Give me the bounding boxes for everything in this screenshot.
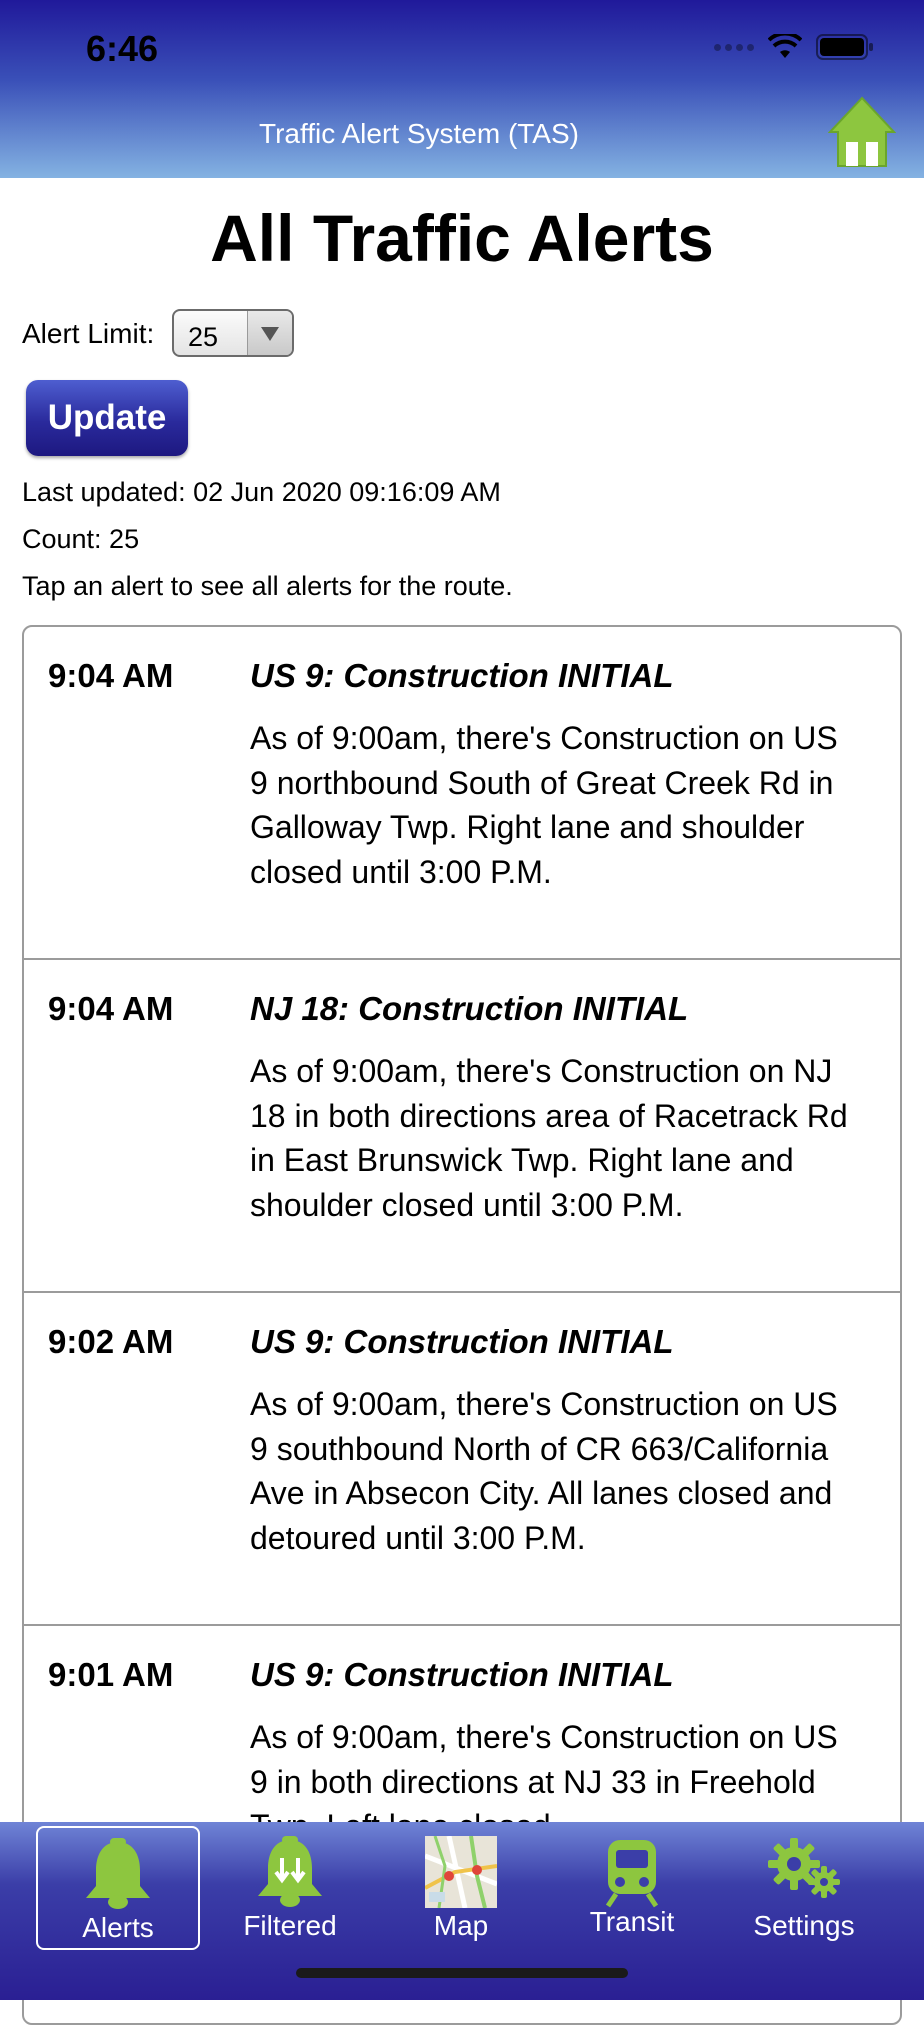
alert-item[interactable] bbox=[24, 627, 900, 960]
tab-filtered[interactable] bbox=[208, 1826, 372, 1950]
cellular-signal-icon bbox=[714, 44, 754, 51]
battery-icon bbox=[816, 34, 874, 60]
alert-description: As of 9:00am, there's Construction on US 9 in both directions at NJ 33 in Freehold bbox=[250, 1719, 838, 1800]
train-icon bbox=[602, 1836, 662, 1908]
alert-description: As of 9:00am, there's Construction on US 9 northbound South of Great Creek Rd in Galloway Twp. Right lane and shoulder closed until 3:00 P.M. bbox=[250, 720, 838, 890]
status-time: 6:46 bbox=[86, 28, 159, 69]
status-icons bbox=[714, 34, 874, 60]
tab-label: Settings bbox=[753, 1910, 855, 1941]
alert-time: 9:04 AM bbox=[48, 990, 174, 1027]
alert-limit-label: Alert Limit: bbox=[22, 318, 155, 349]
tab-label: Filtered bbox=[243, 1910, 337, 1941]
alerts-list bbox=[22, 625, 902, 2025]
alert-limit-select[interactable] bbox=[172, 309, 294, 357]
alert-description: As of 9:00am, there's Construction on US 9 southbound North of CR 663/California Ave in Absecon City. All lanes closed and detoured until 3:00 P.M. bbox=[250, 1386, 838, 1556]
home-indicator bbox=[296, 1968, 628, 1978]
alert-description: As of 9:00am, there's Construction on NJ 18 in both directions area of Racetrack Rd in East Brunswick Twp. Right lane and shoulder closed until 3:00 P.M. bbox=[250, 1053, 848, 1223]
app-header bbox=[0, 0, 924, 178]
alert-title: US 9: Construction INITIAL bbox=[250, 1656, 674, 1693]
tab-label: Transit bbox=[589, 1906, 675, 1937]
tab-alerts[interactable] bbox=[36, 1826, 200, 1950]
update-button[interactable]: Update bbox=[26, 380, 188, 456]
dropdown-arrow-icon bbox=[247, 311, 292, 355]
last-updated-text: Last updated: 02 Jun 2020 09:16:09 AM bbox=[22, 477, 501, 507]
bell-icon bbox=[80, 1838, 156, 1910]
alert-title: NJ 18: Construction INITIAL bbox=[250, 990, 689, 1027]
count-text: Count: 25 bbox=[22, 524, 140, 554]
tab-transit[interactable] bbox=[550, 1826, 714, 1950]
alert-limit-value: 25 bbox=[188, 322, 219, 352]
home-icon[interactable] bbox=[828, 96, 896, 168]
app-title: Traffic Alert System (TAS) bbox=[259, 118, 579, 149]
alert-title: US 9: Construction INITIAL bbox=[250, 657, 674, 694]
filtered-bell-icon bbox=[252, 1836, 328, 1908]
tab-label: Alerts bbox=[82, 1912, 154, 1943]
alert-time: 9:01 AM bbox=[48, 1656, 174, 1693]
map-icon bbox=[425, 1836, 497, 1908]
alert-time: 9:04 AM bbox=[48, 657, 174, 694]
alert-title: US 9: Construction INITIAL bbox=[250, 1323, 674, 1360]
alert-item[interactable] bbox=[24, 1293, 900, 1626]
tab-label: Map bbox=[433, 1910, 489, 1941]
hint-text: Tap an alert to see all alerts for the route. bbox=[22, 571, 513, 601]
tab-map[interactable] bbox=[379, 1826, 543, 1950]
alert-time: 9:02 AM bbox=[48, 1323, 174, 1360]
tab-settings[interactable] bbox=[722, 1826, 886, 1950]
gear-icon bbox=[766, 1836, 842, 1902]
page-title: All Traffic Alerts bbox=[210, 201, 714, 275]
wifi-icon bbox=[768, 34, 802, 60]
alert-item[interactable] bbox=[24, 960, 900, 1293]
